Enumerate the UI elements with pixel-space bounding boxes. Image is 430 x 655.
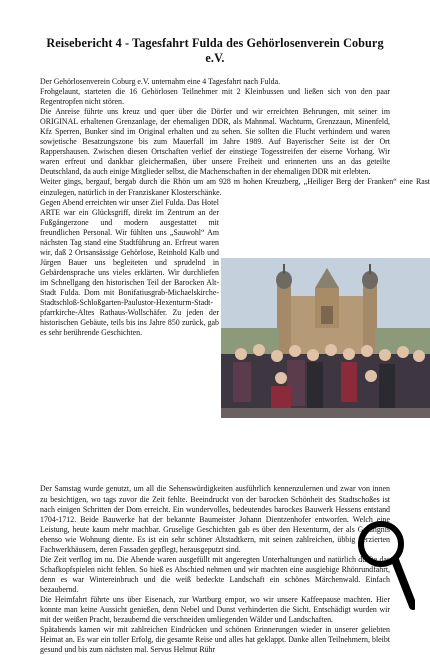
body-paragraph-4: Spätabends kamen wir mit zahlreichen Eindrücken und schönen Erinnerungen wieder in unserer geliebten Heimat an. Es war ein toller Erfolg, die gesamte Reise und alles hat geklappt. Danke allen Teilnehmern, bleibt gesund und bis zum nächsten mal. Servus Helmut Rühr (40, 625, 390, 655)
body-paragraph-1: Der Samstag wurde genutzt, um all die Sehenswürdigkeiten ausführlich kennenzulernen und zwar von innen zu besichtigen, wo tags zuvor die Zeit fehlte. Beeindruckt von der barocken Schönheit des Stadtschoßes ist nach einigen Schritten der Dom erreicht. Ein wundervolles, bedeutendes barockes Bauwerk Hessens entstand 1704-1712. Beide Bauwerke hat der bekannte Baumeister Johann Dientzenhofer entworfen. Welch eine Leistung, heute kaum mehr machbar. Gruselige Geschichten gab es über den Hexenturm, der als Gefängnis ebenso wie Wohnung diente. Es ist ein sehr schöner Altstadtkern, mit seinen zahlreichen, übbig verzierten Fachwerkhäusern, deren Fassaden gepflegt, herausgeputzt sind. (40, 484, 390, 554)
intro-paragraph-3: Die Anreise führte uns kreuz und quer über die Dörfer und wir erreichten Behrungen, mit seiner im ORIGINAL erhaltenen Grenzanlage, der ehemaligen DDR, als Mahnmal. Wachturm, Grenzzaun, Minenfeld, Kfz Sperren, Bunker sind im Original erhalten und zu sehen. Sie sollten die Flucht verhindern und waren sowjetische Besatzungszone bis zum Mauerfall im Jahre 1989. Auf Bayerischer Seite ist der Ort Rappershausen. Zwischen diesen Ortschaften verlief der einstiege Togesstreifen der eiserne Vorhang. Wir waren erfreut und dankbar gleichermaßen, über unsere Freiheit und erinnerten uns an das geteilte Deutschland, da auch einige Mitglieder selbst, die Machenschaften in der ehemaligen DDR mit erlebten. (40, 107, 390, 177)
body-paragraph-3: Die Heimfahrt führte uns über Eisenach, zur Wartburg empor, wo wir unsere Kaffeepause machten. Hier konnte man keine Aussicht genießen, denn Nebel und Dunst verhinderten die Sicht. Entschädigt wurden wir mit der weißen Pracht, bezaubernd die verschneiden umliegenden Wälder und Landschaften. (40, 594, 390, 625)
photo-section (40, 177, 430, 474)
kreuzberg-paragraph: Weiter gings, bergauf, bergab durch die Rhön um am 928 m hohen Kreuzberg, „Heiliger Berg der Franken“ eine Rast einzulegen, natürlich in der Franziskaner Klosterschänke. (40, 177, 430, 197)
page-title: Reisebericht 4 - Tagesfahrt Fulda des Gehörlosenverein Coburg e.V. (46, 36, 384, 65)
fulda-paragraph: Gegen Abend erreichten wir unser Ziel Fulda. Das Hotel ARTE war ein Glücksgriff, direkt im Zentrum an der Fußgängerzone und modern ausgestattet mit freundlichen Personal. Wir fühlten uns „Sauwohl“ Am nächsten Tag stand eine Stadtführung an. Erfreut waren wir, daß 2 Ortsansässige Gehörlose, Reinhold Kalb und Jürgen Bauer uns begleiteten und sprudelnd in Gebärdensprache uns vieles erklärten. Wir durchliefen im Schnellgang den historischen Teil der Barocken Alt-Stadt Fulda. Dom mit Bonifatiusgrab-Michaelskirche-Stadtschloß-Schloßgarten-Paulustor-Hexenturm-Stadt-pfarrkirche-Altes Rathaus-Wollschäfer. Zu jeden der historischen Gebäute, teils bis ins Jahre 850 zurück, gab es sehr berührende Geschichten. (40, 197, 219, 338)
group-photo-illustration (221, 258, 430, 418)
intro-paragraph-2: Frohgelaunt, starteten die 16 Gehörlosen Teilnehmer mit 2 Kleinbussen und ließen sich von den paar Regentropfen nicht stören. (40, 87, 390, 107)
body-paragraph-2: Die Zeit verflog im nu. Die Abende waren ausgefüllt mit angeregten Unterhaltungen und natürlich durfte das Schafkopfspielen nicht fehlen. So hieß es Abschied nehmen und wir machten eine ausgiebige Rhönrundfahrt, denn es war Wintereinbruch und die weiß bedeckte Landschaft ein schönes Märchenwald. Einfach bezaubernd. (40, 554, 390, 594)
intro-paragraph-1: Der Gehörlosenverein Coburg e.V. unternahm eine 4 Tagesfahrt nach Fulda. (40, 77, 281, 86)
group-photo (221, 258, 430, 418)
